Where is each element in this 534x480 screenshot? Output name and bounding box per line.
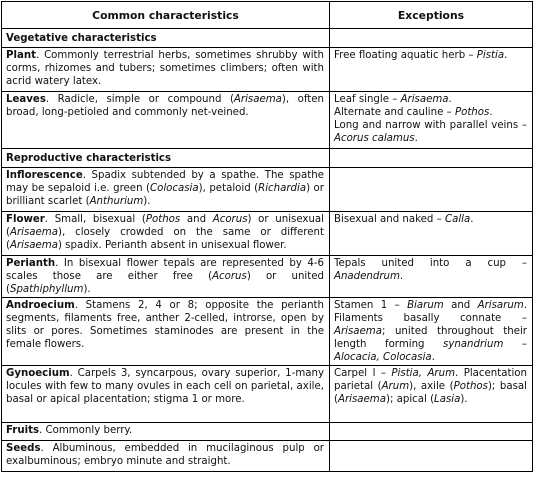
term-flower: Flower xyxy=(6,214,45,225)
exception-cell-gynoecium: Carpel l – Pistia, Arum. Placentation parietal (Arum), axile (Pothos); basal (Arisaema); apical (Lasia). xyxy=(330,366,533,423)
section-row-reproductive xyxy=(2,149,533,168)
header-common: Common characteristics xyxy=(2,2,330,29)
exception-line: Alternate and cauline – Pothos. xyxy=(334,107,493,118)
table-row-seeds xyxy=(2,441,533,472)
common-cell-inflorescence: Inflorescence. Spadix subtended by a spathe. The spathe may be sepaloid i.e. green (Colocasia), petaloid (Richardia) or brilliant scarlet (Anthurium). xyxy=(2,168,330,212)
section-empty-cell xyxy=(330,29,533,48)
section-title-reproductive: Reproductive characteristics xyxy=(2,149,330,168)
term-gynoecium: Gynoecium xyxy=(6,368,70,379)
exception-cell-inflorescence xyxy=(330,168,533,212)
header-row xyxy=(2,2,533,29)
exception-cell-perianth: Tepals united into a cup – Anadendrum. xyxy=(330,256,533,298)
exception-cell-fruits xyxy=(330,423,533,441)
table-row-perianth xyxy=(2,256,533,298)
common-cell-leaves: Leaves. Radicle, simple or compound (Arisaema), often broad, long-petioled and commonly net-veined. xyxy=(2,92,330,149)
exception-line: Long and narrow with parallel veins – Acorus calamus. xyxy=(334,120,527,144)
common-cell-gynoecium: Gynoecium. Carpels 3, syncarpous, ovary superior, 1-many locules with few to many ovules in each cell on parietal, axile, basal or apical placentation; stigma 1 or more. xyxy=(2,366,330,423)
header-exceptions: Exceptions xyxy=(330,2,533,29)
exception-cell-androecium: Stamen 1 – Biarum and Arisarum. Filaments basally connate – Arisaema; united throughout their length forming synandrium – Alocacia, Colocasia. xyxy=(330,298,533,366)
table-row-androecium xyxy=(2,298,533,366)
common-cell-perianth: Perianth. In bisexual flower tepals are represented by 4-6 scales those are either free (Acorus) or united (Spathiphyllum). xyxy=(2,256,330,298)
section-title-vegetative: Vegetative characteristics xyxy=(2,29,330,48)
term-inflorescence: Inflorescence xyxy=(6,170,83,181)
table-row-fruits xyxy=(2,423,533,441)
section-empty-cell xyxy=(330,149,533,168)
exception-line: Leaf single – Arisaema. xyxy=(334,94,452,105)
exception-cell-seeds xyxy=(330,441,533,472)
exception-cell-plant: Free floating aquatic herb – Pistia. xyxy=(330,48,533,92)
term-fruits: Fruits xyxy=(6,425,40,436)
common-cell-seeds: Seeds. Albuminous, embedded in mucilaginous pulp or exalbuminous; embryo minute and straight. xyxy=(2,441,330,472)
term-leaves: Leaves xyxy=(6,94,46,105)
table-row-leaves xyxy=(2,92,533,149)
table-row-plant xyxy=(2,48,533,92)
common-cell-flower: Flower. Small, bisexual (Pothos and Acorus) or unisexual (Arisaema), closely crowded on the same or different (Arisaema) spadix. Perianth absent in unisexual flower. xyxy=(2,212,330,256)
term-androecium: Androecium xyxy=(6,300,75,311)
table-row-inflorescence xyxy=(2,168,533,212)
common-cell-androecium: Androecium. Stamens 2, 4 or 8; opposite the perianth segments, filaments free, anther 2-celled, introrse, open by slits or pores. Sometimes staminodes are present in the female flowers. xyxy=(2,298,330,366)
exception-cell-leaves xyxy=(330,92,533,149)
table-row-flower xyxy=(2,212,533,256)
term-seeds: Seeds xyxy=(6,443,41,454)
common-cell-fruits: Fruits. Commonly berry. xyxy=(2,423,330,441)
characteristics-table xyxy=(1,1,533,472)
term-plant: Plant xyxy=(6,50,36,61)
common-cell-plant: Plant. Commonly terrestrial herbs, sometimes shrubby with corms, rhizomes and tubers; sometimes climbers; often with acrid watery latex. xyxy=(2,48,330,92)
section-row-vegetative xyxy=(2,29,533,48)
table-row-gynoecium xyxy=(2,366,533,423)
term-perianth: Perianth xyxy=(6,258,56,269)
exception-cell-flower: Bisexual and naked – Calla. xyxy=(330,212,533,256)
